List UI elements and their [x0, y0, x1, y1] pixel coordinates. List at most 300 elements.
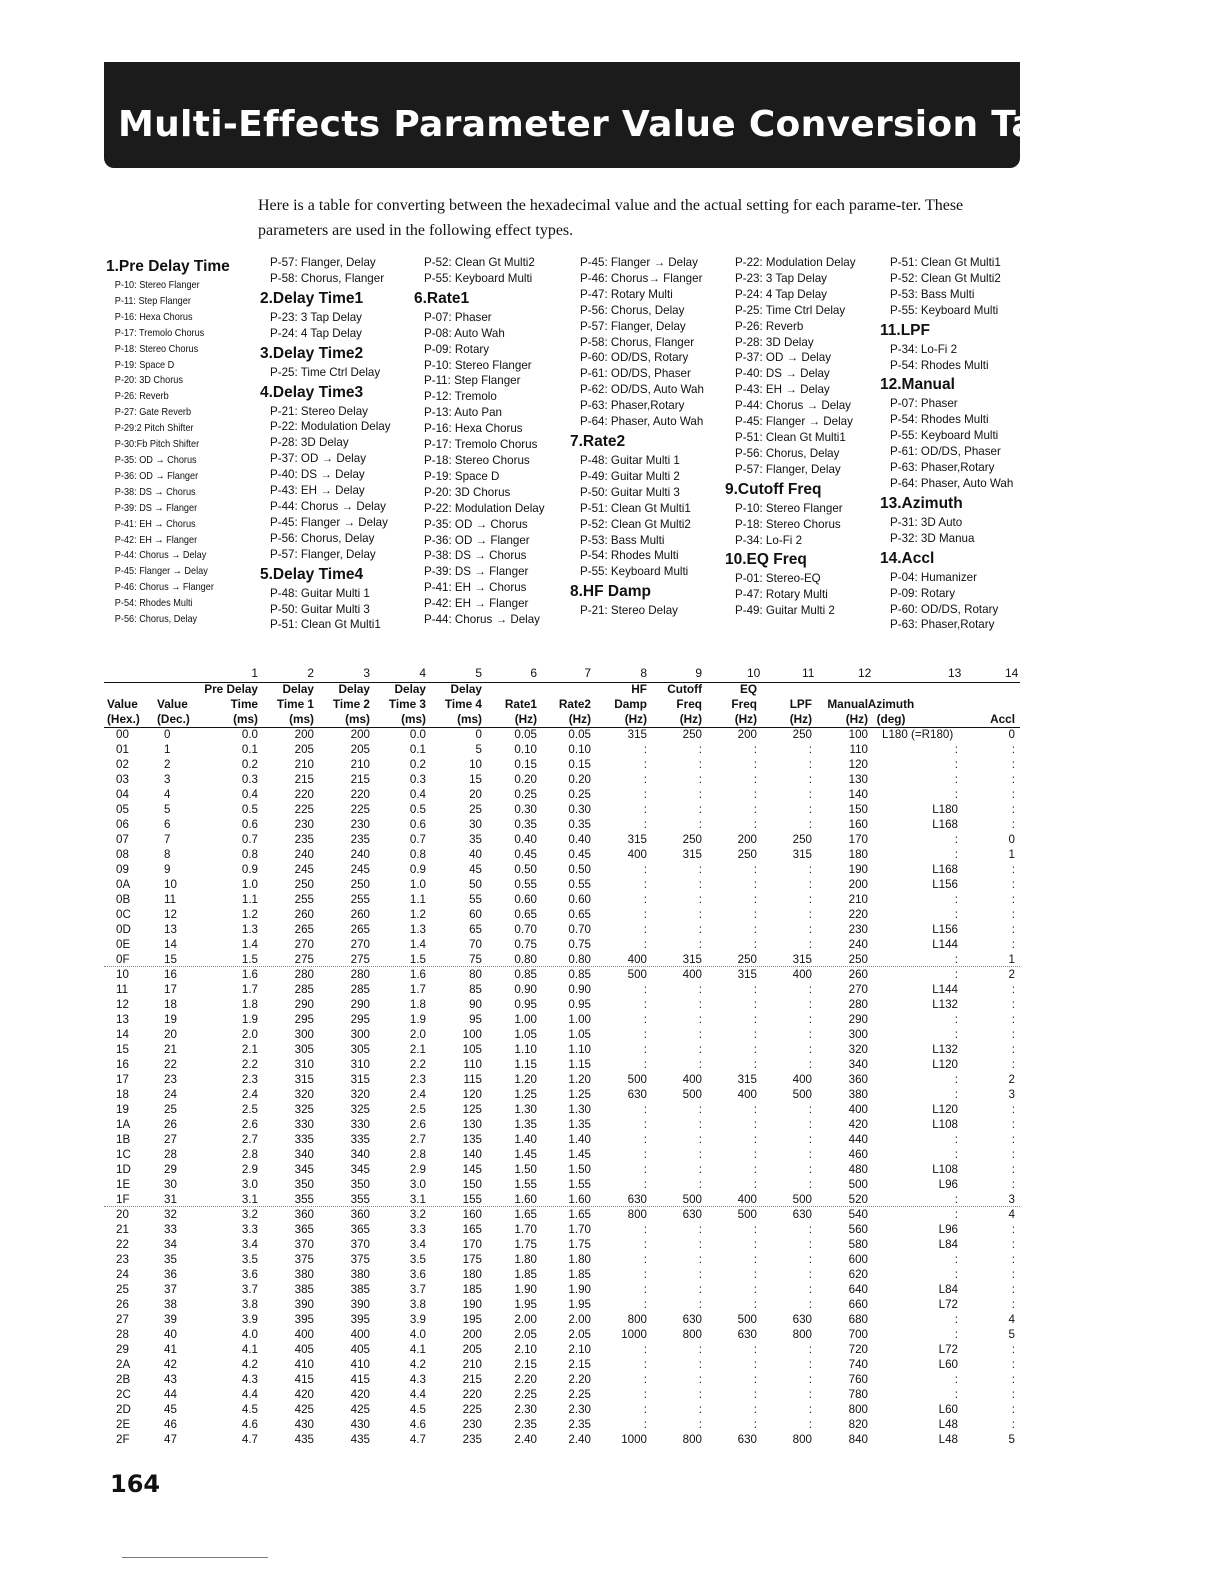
table-row — [0, 1012, 1224, 1027]
effect-column — [106, 255, 230, 628]
table-cell: 435 — [294, 1433, 314, 1446]
table-cell: L120 — [932, 1058, 958, 1071]
table-cell: 285 — [350, 983, 370, 996]
table-cell: 05 — [116, 803, 129, 816]
table-cell: 360 — [350, 1208, 370, 1221]
table-cell: 0.35 — [514, 818, 537, 831]
table-cell: 130 — [848, 773, 868, 786]
table-cell: : — [643, 1103, 647, 1116]
table-cell: 0.05 — [568, 728, 591, 741]
column-number: 9 — [695, 666, 702, 680]
table-cell: 0.2 — [241, 758, 258, 771]
table-cell: : — [643, 1118, 647, 1131]
page-title: Multi-Effects Parameter Value Conversion Table — [118, 104, 1100, 145]
table-cell: 3.0 — [409, 1178, 426, 1191]
table-cell: 395 — [294, 1313, 314, 1326]
table-cell: 400 — [627, 953, 647, 966]
effect-group-heading: 1.Pre Delay Time — [106, 258, 230, 275]
table-cell: 500 — [737, 1208, 757, 1221]
table-cell: 2.0 — [409, 1028, 426, 1041]
effect-type-item: P-22: Modulation Delay — [270, 420, 391, 434]
column-header: Azimuth (deg) — [867, 697, 915, 726]
table-cell: 1.45 — [568, 1148, 591, 1161]
table-cell: 2.10 — [568, 1343, 591, 1356]
table-cell: 5 — [1008, 1433, 1015, 1446]
table-cell: 6 — [164, 818, 171, 831]
table-cell: 560 — [848, 1223, 868, 1236]
table-cell: : — [753, 1373, 757, 1386]
table-row — [0, 1072, 1224, 1087]
table-cell: : — [954, 1013, 958, 1026]
table-cell: 4.7 — [409, 1433, 426, 1446]
effect-type-item: P-17: Tremolo Chorus — [114, 327, 205, 339]
table-cell: 200 — [737, 833, 757, 846]
table-cell: 43 — [164, 1373, 177, 1386]
table-cell: : — [1011, 743, 1015, 756]
table-cell: 0.25 — [514, 788, 537, 801]
table-row — [0, 1207, 1224, 1222]
effect-group-heading: 4.Delay Time3 — [260, 383, 364, 401]
table-cell: : — [698, 1403, 702, 1416]
table-cell: 2F — [116, 1433, 130, 1446]
table-cell: 3.7 — [409, 1283, 426, 1296]
table-cell: 290 — [350, 998, 370, 1011]
table-cell: 7 — [164, 833, 171, 846]
table-cell: 13 — [164, 923, 177, 936]
table-cell: 08 — [116, 848, 129, 861]
table-cell: : — [643, 1163, 647, 1176]
table-cell: : — [643, 1223, 647, 1236]
table-cell: 2C — [116, 1388, 131, 1401]
table-cell: : — [698, 818, 702, 831]
table-row — [0, 1312, 1224, 1327]
table-cell: 800 — [627, 1313, 647, 1326]
table-cell: 0.20 — [568, 773, 591, 786]
table-cell: 1.00 — [514, 1013, 537, 1026]
table-cell: 5 — [475, 743, 482, 756]
table-cell: 3.5 — [241, 1253, 258, 1266]
table-cell: 1.20 — [514, 1073, 537, 1086]
table-cell: 26 — [164, 1118, 177, 1131]
table-cell: 110 — [463, 1058, 482, 1071]
table-row — [0, 997, 1224, 1012]
table-cell: 630 — [682, 1313, 702, 1326]
effect-type-item: P-45: Flanger → Delay — [114, 566, 208, 578]
table-cell: 630 — [627, 1088, 647, 1101]
column-header: Rate2 (Hz) — [558, 697, 591, 726]
table-cell: 3.8 — [409, 1298, 426, 1311]
effect-type-item: P-63: Phaser,Rotary — [580, 399, 685, 413]
effect-type-item: P-36: OD → Flanger — [424, 533, 530, 547]
table-cell: : — [753, 1268, 757, 1281]
table-cell: 3 — [164, 773, 171, 786]
table-cell: 265 — [350, 923, 370, 936]
table-cell: : — [808, 1358, 812, 1371]
table-cell: 1.65 — [514, 1208, 537, 1221]
table-cell: : — [643, 1043, 647, 1056]
table-cell: 0.45 — [514, 848, 537, 861]
effect-type-item: P-52: Clean Gt Multi2 — [890, 271, 1001, 285]
table-cell: : — [1011, 998, 1015, 1011]
effect-type-item: P-10: Stereo Flanger — [114, 280, 200, 291]
effect-type-item: P-31: 3D Auto — [890, 515, 963, 529]
table-cell: 1.55 — [514, 1178, 537, 1191]
effect-type-item: P-19: Space D — [114, 359, 175, 371]
table-row — [0, 742, 1224, 757]
table-cell: 4.2 — [409, 1358, 426, 1371]
table-cell: 800 — [792, 1328, 812, 1341]
table-cell: 0.4 — [241, 788, 258, 801]
table-cell: 315 — [682, 953, 702, 966]
table-cell: 270 — [294, 938, 314, 951]
table-cell: : — [753, 1388, 757, 1401]
table-cell: 225 — [294, 803, 314, 816]
table-cell: : — [698, 1418, 702, 1431]
effect-group-heading: 5.Delay Time4 — [260, 565, 364, 583]
table-cell: 375 — [350, 1253, 370, 1266]
effect-type-item: P-52: Clean Gt Multi2 — [580, 517, 691, 531]
table-cell: : — [1011, 1358, 1015, 1371]
table-cell: : — [1011, 1388, 1015, 1401]
table-cell: : — [753, 758, 757, 771]
table-cell: 440 — [848, 1133, 868, 1146]
table-cell: 1.25 — [514, 1088, 537, 1101]
table-cell: 125 — [462, 1103, 482, 1116]
table-cell: 1.4 — [241, 938, 258, 951]
table-cell: 2.1 — [241, 1043, 258, 1056]
table-cell: 1E — [116, 1178, 131, 1191]
table-cell: : — [643, 773, 647, 786]
table-cell: : — [753, 1043, 757, 1056]
table-cell: : — [1011, 1343, 1015, 1356]
effect-type-item: P-63: Phaser,Rotary — [890, 461, 995, 475]
table-cell: 0.0 — [241, 728, 258, 741]
table-cell: 28 — [116, 1328, 129, 1341]
table-cell: : — [808, 1343, 812, 1356]
table-cell: 0A — [116, 878, 131, 891]
table-cell: 310 — [294, 1058, 314, 1071]
table-cell: 0.2 — [409, 758, 426, 771]
effect-type-item: P-28: 3D Delay — [270, 436, 349, 450]
table-cell: 1.1 — [409, 893, 426, 906]
table-row — [0, 1402, 1224, 1417]
table-cell: : — [808, 1163, 812, 1176]
effect-type-item: P-07: Phaser — [424, 310, 492, 324]
table-cell: 280 — [848, 998, 868, 1011]
table-cell: L84 — [938, 1283, 958, 1296]
table-row — [0, 1087, 1224, 1102]
table-cell: 225 — [350, 803, 370, 816]
table-cell: 390 — [350, 1298, 370, 1311]
column-header: Pre Delay Time (ms) — [204, 682, 258, 726]
table-cell: 330 — [350, 1118, 370, 1131]
table-cell: 70 — [469, 938, 482, 951]
table-cell: 4.7 — [241, 1433, 258, 1446]
table-cell: 105 — [462, 1043, 482, 1056]
table-cell: 0.60 — [568, 893, 591, 906]
table-cell: 315 — [682, 848, 702, 861]
table-cell: : — [643, 1178, 647, 1191]
table-cell: 0E — [116, 938, 131, 951]
table-cell: 1.15 — [568, 1058, 591, 1071]
table-cell: 0 — [475, 728, 482, 741]
effect-type-item: P-27: Gate Reverb — [114, 407, 192, 419]
effect-type-item: P-39: DS → Flanger — [114, 502, 198, 514]
table-cell: 260 — [848, 968, 868, 981]
table-cell: 250 — [792, 833, 812, 846]
table-row — [0, 982, 1224, 997]
effect-type-item: P-55: Keyboard Multi — [580, 565, 689, 579]
table-cell: 365 — [350, 1223, 370, 1236]
table-cell: 210 — [848, 893, 868, 906]
table-cell: 22 — [116, 1238, 129, 1251]
effect-type-item: P-39: DS → Flanger — [424, 565, 529, 579]
table-cell: 175 — [462, 1253, 482, 1266]
table-row — [0, 862, 1224, 877]
table-cell: 325 — [350, 1103, 370, 1116]
table-cell: : — [643, 1283, 647, 1296]
table-cell: 630 — [792, 1313, 812, 1326]
table-cell: : — [808, 998, 812, 1011]
table-cell: : — [954, 833, 958, 846]
table-cell: 0.4 — [409, 788, 426, 801]
table-cell: 3 — [1008, 1088, 1015, 1101]
effect-column — [880, 255, 1013, 633]
table-cell: : — [1011, 1163, 1015, 1176]
table-cell: : — [753, 1178, 757, 1191]
table-cell: 250 — [682, 833, 702, 846]
table-cell: 300 — [294, 1028, 314, 1041]
effect-type-item: P-55: Keyboard Multi — [890, 429, 999, 443]
table-cell: 420 — [350, 1388, 370, 1401]
table-cell: 315 — [737, 1073, 757, 1086]
table-row — [0, 1027, 1224, 1042]
table-cell: 240 — [294, 848, 314, 861]
table-cell: 405 — [350, 1343, 370, 1356]
table-cell: 390 — [294, 1298, 314, 1311]
column-number: 7 — [584, 666, 591, 680]
effect-type-item: P-45: Flanger → Delay — [580, 256, 698, 269]
effect-type-item: P-16: Hexa Chorus — [114, 311, 193, 323]
table-cell: 300 — [350, 1028, 370, 1041]
table-cell: : — [643, 1058, 647, 1071]
table-cell: : — [643, 788, 647, 801]
table-row — [0, 1282, 1224, 1297]
table-cell: 3.2 — [241, 1208, 258, 1221]
table-cell: 405 — [294, 1343, 314, 1356]
table-cell: 430 — [350, 1418, 370, 1431]
table-cell: 295 — [294, 1013, 314, 1026]
effect-type-item: P-63: Phaser,Rotary — [890, 618, 995, 632]
table-cell: : — [808, 863, 812, 876]
effect-type-item: P-09: Rotary — [424, 342, 490, 356]
table-row — [0, 1102, 1224, 1117]
table-cell: 800 — [792, 1433, 812, 1446]
table-cell: 400 — [848, 1103, 868, 1116]
table-cell: : — [808, 1043, 812, 1056]
effect-column — [414, 255, 545, 628]
effect-type-item: P-49: Guitar Multi 2 — [735, 604, 835, 618]
table-cell: 250 — [848, 953, 868, 966]
table-cell: : — [698, 908, 702, 921]
table-cell: 20 — [469, 788, 482, 801]
table-cell: : — [753, 1103, 757, 1116]
table-cell: 0.40 — [568, 833, 591, 846]
column-number: 10 — [747, 666, 761, 680]
table-cell: 2.00 — [514, 1313, 537, 1326]
table-cell: 9 — [164, 863, 171, 876]
effect-type-item: P-57: Flanger, Delay — [270, 256, 376, 269]
table-cell: 29 — [164, 1163, 177, 1176]
table-row — [0, 1132, 1224, 1147]
table-row — [0, 1387, 1224, 1402]
table-cell: L180 — [932, 803, 958, 816]
table-cell: : — [954, 1133, 958, 1146]
effect-type-item: P-01: Stereo-EQ — [735, 572, 821, 586]
table-cell: : — [698, 1343, 702, 1356]
column-number: 14 — [1005, 666, 1019, 680]
table-row — [0, 1267, 1224, 1282]
table-cell: 0.55 — [514, 878, 537, 891]
table-cell: 255 — [294, 893, 314, 906]
table-cell: 3.4 — [409, 1238, 426, 1251]
table-cell: 1.50 — [568, 1163, 591, 1176]
effect-type-item: P-54: Rhodes Multi — [580, 549, 679, 563]
table-cell: : — [1011, 1028, 1015, 1041]
table-cell: 0.25 — [568, 788, 591, 801]
table-cell: 0.1 — [409, 743, 426, 756]
effect-type-item: P-45: Flanger → Delay — [270, 515, 388, 529]
table-cell: : — [643, 818, 647, 831]
effect-type-item: P-16: Hexa Chorus — [424, 422, 523, 436]
effect-type-item: P-18: Stereo Chorus — [735, 517, 841, 531]
table-cell: 0.35 — [568, 818, 591, 831]
table-cell: 280 — [294, 968, 314, 981]
table-cell: : — [1011, 788, 1015, 801]
effect-type-item: P-35: OD → Chorus — [424, 517, 528, 531]
table-cell: 10 — [164, 878, 177, 891]
table-cell: 235 — [294, 833, 314, 846]
table-cell: 1.95 — [514, 1298, 537, 1311]
table-cell: : — [808, 1178, 812, 1191]
table-cell: : — [643, 998, 647, 1011]
table-cell: 3.5 — [409, 1253, 426, 1266]
table-cell: : — [1011, 1373, 1015, 1386]
table-cell: : — [698, 1133, 702, 1146]
effect-type-item: P-19: Space D — [424, 469, 500, 483]
table-cell: 340 — [294, 1148, 314, 1161]
table-cell: 0.75 — [568, 938, 591, 951]
table-cell: : — [1011, 1118, 1015, 1131]
table-cell: : — [698, 1028, 702, 1041]
table-cell: 2.3 — [409, 1073, 426, 1086]
effect-group-heading: 10.EQ Freq — [725, 551, 807, 569]
table-row — [0, 1432, 1224, 1447]
table-cell: : — [1011, 1283, 1015, 1296]
table-cell: : — [808, 893, 812, 906]
table-cell: 3.4 — [241, 1238, 258, 1251]
table-cell: : — [954, 1088, 958, 1101]
table-cell: 1.3 — [241, 923, 258, 936]
table-cell: 0.45 — [568, 848, 591, 861]
table-cell: 0F — [116, 953, 130, 966]
table-cell: : — [808, 1253, 812, 1266]
table-cell: : — [643, 1388, 647, 1401]
table-cell: : — [1011, 818, 1015, 831]
table-cell: 1.70 — [568, 1223, 591, 1236]
table-cell: 1.40 — [514, 1133, 537, 1146]
table-cell: 250 — [294, 878, 314, 891]
effect-column — [725, 255, 856, 619]
table-cell: 4.0 — [409, 1328, 426, 1341]
table-row — [0, 937, 1224, 952]
table-cell: 140 — [462, 1148, 482, 1161]
table-cell: 3.6 — [409, 1268, 426, 1281]
table-row — [0, 847, 1224, 862]
table-cell: 11 — [116, 983, 129, 996]
table-cell: : — [808, 1298, 812, 1311]
table-cell: 4 — [1008, 1208, 1015, 1221]
effect-type-item: P-32: 3D Manua — [890, 531, 975, 545]
table-cell: 2 — [1008, 968, 1015, 981]
table-cell: 0D — [116, 923, 131, 936]
table-cell: : — [698, 758, 702, 771]
table-cell: 85 — [469, 983, 482, 996]
table-cell: 0.05 — [514, 728, 537, 741]
table-cell: : — [1011, 1298, 1015, 1311]
table-cell: 500 — [792, 1088, 812, 1101]
table-cell: 0.95 — [514, 998, 537, 1011]
table-cell: 46 — [164, 1418, 177, 1431]
effect-type-item: P-13: Auto Pan — [424, 406, 502, 420]
table-cell: 12 — [164, 908, 177, 921]
table-cell: : — [643, 1238, 647, 1251]
effect-type-item: P-40: DS → Delay — [735, 367, 830, 381]
table-cell: 0.15 — [514, 758, 537, 771]
page-number: 164 — [110, 1470, 161, 1498]
table-cell: 315 — [792, 848, 812, 861]
table-cell: 1.60 — [514, 1193, 537, 1206]
table-cell: 100 — [462, 1028, 482, 1041]
effect-type-item: P-58: Chorus, Flanger — [580, 335, 695, 349]
table-cell: : — [753, 908, 757, 921]
table-cell: 115 — [463, 1073, 482, 1086]
table-cell: 3.3 — [241, 1223, 258, 1236]
table-cell: 1.5 — [241, 953, 258, 966]
table-cell: 39 — [164, 1313, 177, 1326]
table-cell: 1.20 — [568, 1073, 591, 1086]
table-cell: : — [1011, 938, 1015, 951]
table-cell: 400 — [737, 1088, 757, 1101]
table-cell: 315 — [294, 1073, 314, 1086]
table-cell: : — [808, 1103, 812, 1116]
table-cell: 2.40 — [568, 1433, 591, 1446]
table-cell: 355 — [294, 1193, 314, 1206]
column-number: 8 — [640, 666, 647, 680]
table-cell: 1.65 — [568, 1208, 591, 1221]
table-cell: 430 — [294, 1418, 314, 1431]
table-cell: 1 — [1008, 848, 1015, 861]
table-cell: 420 — [294, 1388, 314, 1401]
table-row — [0, 1237, 1224, 1252]
table-cell: : — [753, 893, 757, 906]
table-cell: 800 — [627, 1208, 647, 1221]
table-cell: : — [753, 1133, 757, 1146]
table-cell: 0.3 — [241, 773, 258, 786]
table-cell: : — [753, 1298, 757, 1311]
table-cell: 2.7 — [241, 1133, 258, 1146]
effect-type-item: P-57: Flanger, Delay — [270, 547, 376, 561]
